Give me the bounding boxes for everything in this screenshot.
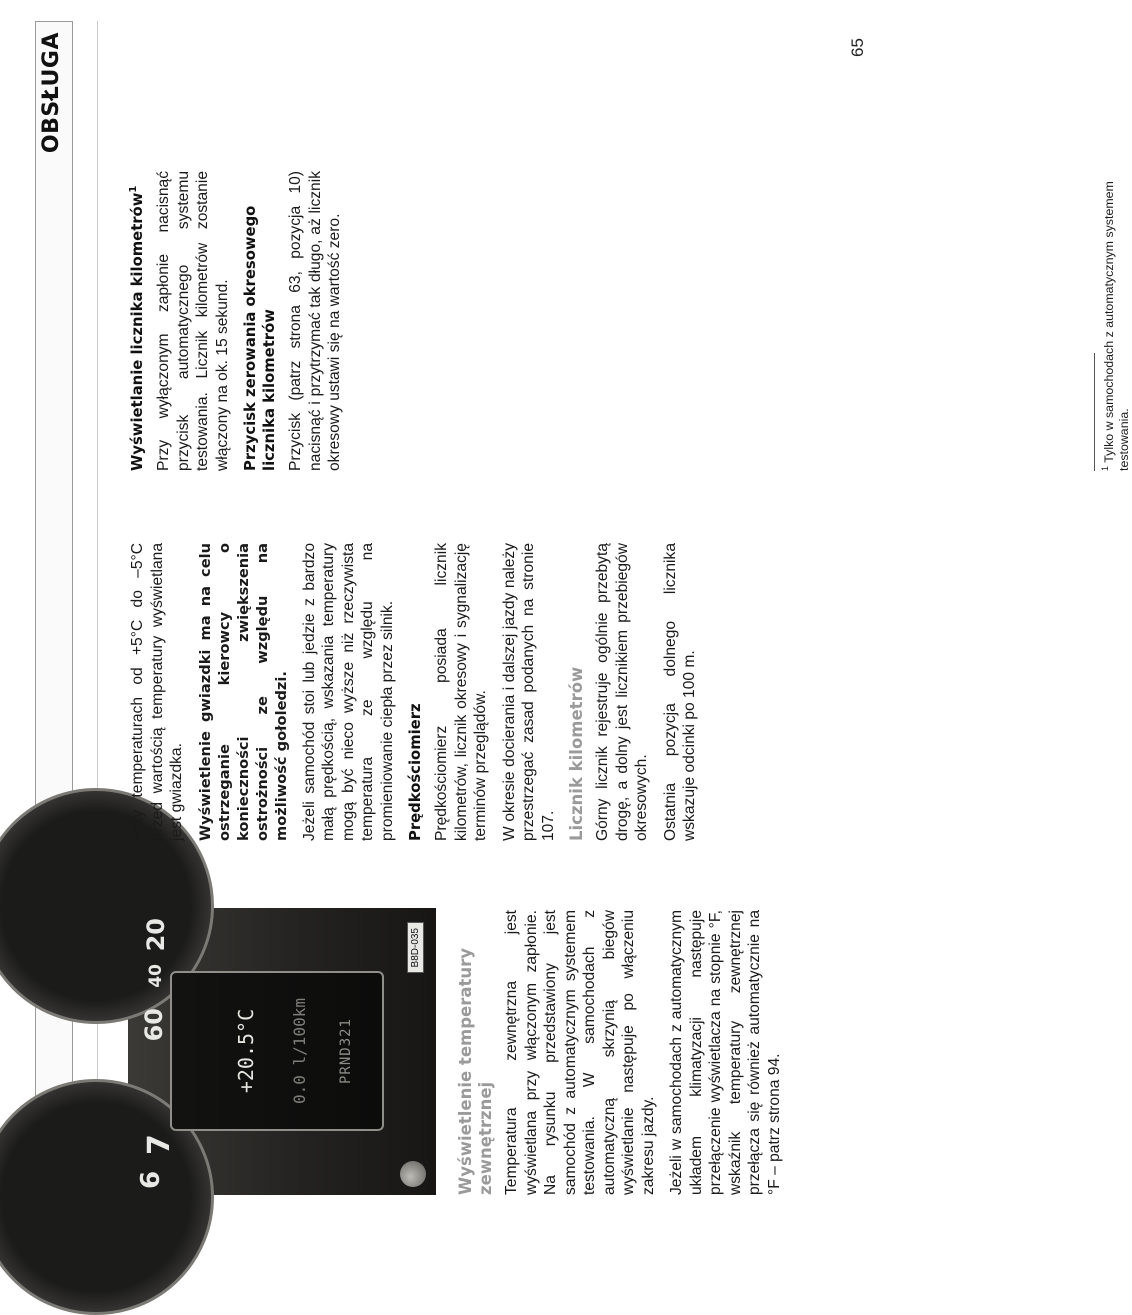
- footnote: [1099, 171, 1132, 471]
- heading-speedometer: Prędkościomierz: [407, 703, 424, 841]
- display-gear-indicator: PRND321: [338, 1018, 354, 1085]
- gauge-number: 60: [140, 1008, 168, 1042]
- section-title: OBSŁUGA: [39, 32, 64, 154]
- heading-text: Wyświetlanie licznika kilometrów: [129, 192, 146, 471]
- paragraph: Górny licznik rejestruje ogólnie przebytą drogę, a dolny jest licznikiem przebiegów okresowych.: [594, 543, 650, 841]
- tacho-number: 6: [136, 1170, 166, 1189]
- paragraph: Jeżeli w samochodach z automatycznym układem klimatyzacji następuje przełączenie wyświetlacza na stopnie °F, wskaźnik temperatury zewnętrznej przełącza się również automatycznie na °F – patrz strona 94.: [668, 910, 783, 1195]
- heading-outside-temperature: Wyświetlenie temperatury zewnętrznej: [456, 947, 495, 1195]
- warning-text: Wyświetlenie gwiazdki ma na celu ostrzeganie kierowcy o konieczności zwiększenia ostrożności ze względu na możliwość gołoledzi.: [196, 543, 290, 841]
- column-2: [128, 543, 709, 841]
- tacho-number: 7: [142, 1134, 177, 1155]
- paragraph: Ostatnia pozycja dolnego licznika wskazuje odcinki po 100 m.: [661, 543, 698, 841]
- paragraph: W okresie docierania i dalszej jazdy należy przestrzegać zasad podanych na stronie 107.: [500, 543, 557, 841]
- paragraph: Przy temperaturach od +5°C do –5°C przed wartością temperatury wyświetlana jest gwiazdka.: [129, 543, 185, 841]
- footnote-divider: [1094, 353, 1095, 471]
- heading-odometer-display: [128, 171, 147, 471]
- column-3: [128, 171, 354, 471]
- paragraph: Przycisk (patrz strona 63, pozycja 10) nacisnąć i przytrzymać tak długo, aż licznik okresowy ustawi się na wartość zero.: [287, 171, 343, 471]
- display-consumption: 0.0 l/100km: [290, 998, 309, 1104]
- heading-trip-reset: Przycisk zerowania okresowego licznika kilometrów: [242, 205, 278, 471]
- reset-knob-icon: [400, 1161, 426, 1187]
- page-number: 65: [848, 38, 867, 57]
- paragraph: Temperatura zewnętrzna jest wyświetlana przy włączonym zapłonie. Na rysunku przedstawiony jest samochód z automatycznym systemem testowania. W samochodach z automatyczną skrzynią biegów wyświetlanie następuje po włączeniu zakresu jazdy.: [503, 910, 657, 1195]
- paragraph: Przy wyłączonym zapłonie nacisnąć przycisk automatycznego systemu testowania. Licznik kilometrów zostanie włączony na ok. 15 sekund.: [155, 171, 231, 471]
- paragraph: Prędkościomierz posiada licznik kilometrów, licznik okresowy i sygnalizację terminów przeglądów.: [433, 543, 489, 841]
- footnote-text: Tylko w samochodach z automatycznym systemem testowania.: [1102, 181, 1131, 471]
- footnote-ref: 1: [128, 185, 140, 193]
- heading-odometer: Licznik kilometrów: [567, 666, 586, 841]
- column-1: [456, 910, 793, 1195]
- instrument-cluster-figure: [128, 908, 436, 1195]
- display-temperature: +20.5°C: [234, 1008, 258, 1094]
- footnote-marker: 1: [1099, 465, 1110, 471]
- paragraph: Jeżeli samochód stoi lub jedzie z bardzo małą prędkością, wskazania temperatury mogą być nieco wyższe niż rzeczywista temperatura ze względu na promieniowanie ciepła przez silnik.: [300, 543, 396, 841]
- gauge-number: 40: [146, 964, 166, 988]
- figure-code: B8D-035: [407, 922, 424, 973]
- gauge-number: 20: [142, 918, 170, 952]
- multifunction-display: [170, 971, 384, 1131]
